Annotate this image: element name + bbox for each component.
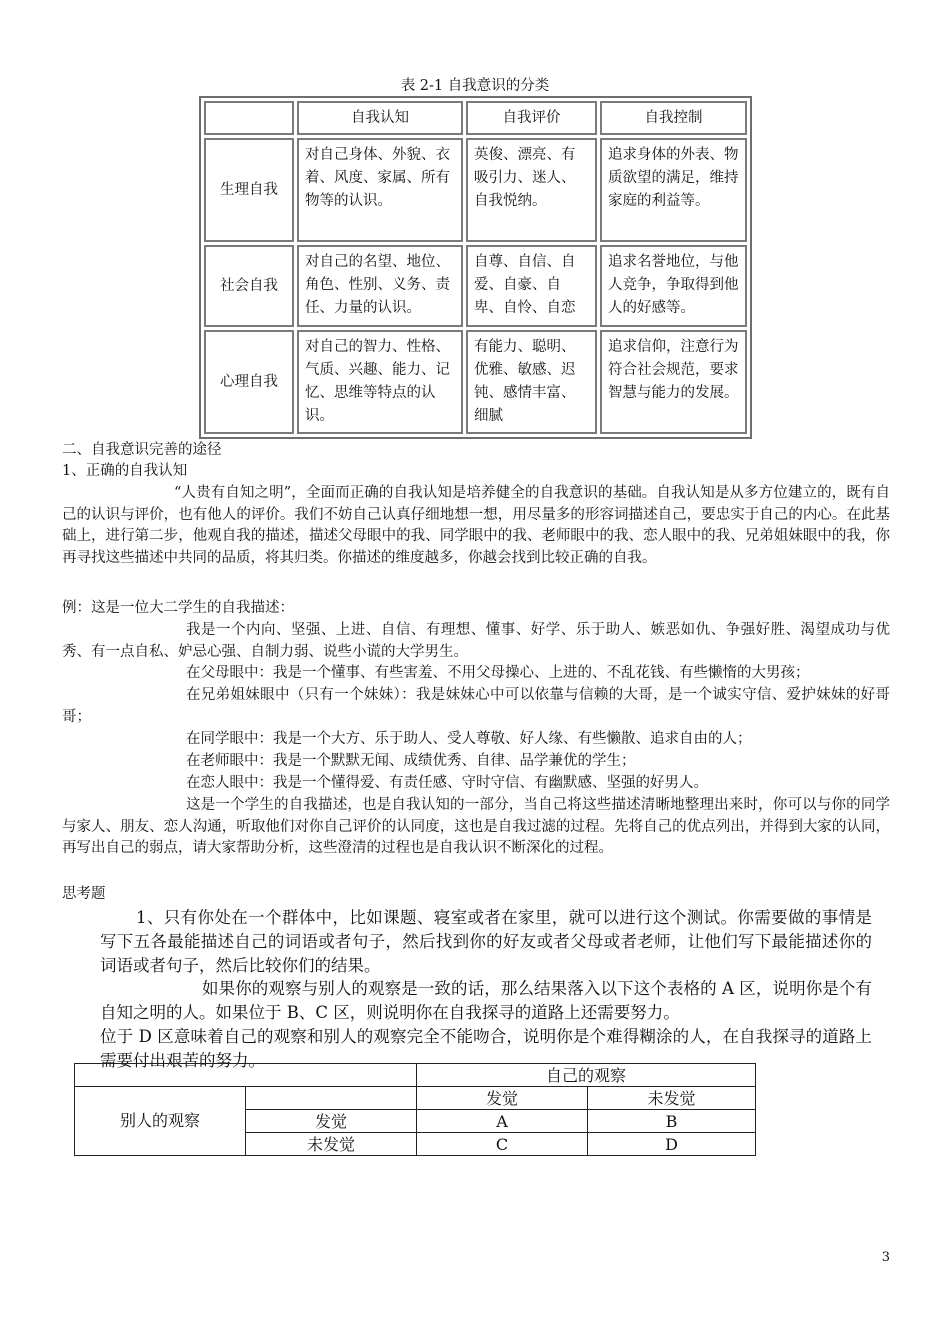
table-row [204,138,747,242]
table-cell: 自尊、自信、自爱、自豪、自卑、自怜、自恋 [466,245,597,327]
table-cell: 对自己的名望、地位、角色、性别、义务、责任、力量的认识。 [297,245,463,327]
zone-c: C [417,1133,588,1156]
others-observation-header: 别人的观察 [75,1087,246,1156]
table-cell: 追求身体的外表、物质欲望的满足，维持家庭的利益等。 [600,138,747,242]
intro-paragraph: “人贵有自知之明”，全面而正确的自我认知是培养健全的自我意识的基础。自我认知是从多方位建立的，既有自己的认识与评价，也有他人的评价。我们不妨自己认真仔细地想一想，用尽量多的形容词描述自己，要忠实于自己的内心。在此基础上，进行第二步，他观自我的描述，描述父母眼中的我、同学眼中的我、老师眼中的我、恋人眼中的我、兄弟姐妹眼中的我，你再寻找这些描述中共同的品质，将其归类。你描述的维度越多，你越会找到比较正确的自我。 [62,485,890,566]
question-explanation: 如果你的观察与别人的观察是一致的话，那么结果落入以下这个表格的 A 区，说明你是个有自知之明的人。如果位于 B、C 区，则说明你在自我探寻的道路上还需要努力。 [100,979,872,1022]
table-cell: 追求名誉地位，与他人竞争，争取得到他人的好感等。 [600,245,747,327]
example-label: 例：这是一位大二学生的自我描述： [62,600,294,616]
example-line: 在同学眼中：我是一个大方、乐于助人、受人尊敬、好人缘、有些懒散、追求自由的人； [186,731,752,747]
header-self-cognition: 自我认知 [297,101,463,135]
header-self-control: 自我控制 [600,101,747,135]
header-self-evaluation: 自我评价 [466,101,597,135]
row-not-noticed: 未发觉 [246,1133,417,1156]
zone-d: D [588,1133,756,1156]
section-heading: 二、自我意识完善的途径 [62,442,222,458]
table-cell: 对自己身体、外貌、衣着、风度、家属、所有物等的认识。 [297,138,463,242]
example-line: 在父母眼中：我是一个懂事、有些害羞、不用父母操心、上进的、不乱花钱、有些懒惰的大男孩； [186,665,810,681]
self-awareness-table [199,96,752,439]
section-subheading: 1、正确的自我认知 [62,463,188,479]
table-cell: 英俊、漂亮、有吸引力、迷人、自我悦纳。 [466,138,597,242]
thinking-title: 思考题 [62,886,106,902]
example-line: 在老师眼中：我是一个默默无闻、成绩优秀、自律、品学兼优的学生； [186,753,636,769]
table-cell: 有能力、聪明、优雅、敏感、迟钝、感情丰富、细腻 [466,330,597,434]
row-label: 社会自我 [204,245,294,327]
table-row [75,1064,756,1087]
table-header-row [204,101,747,135]
table-cell [75,1064,417,1087]
row-noticed: 发觉 [246,1110,417,1133]
table-cell [246,1087,417,1110]
table-row [204,245,747,327]
example-line: 在恋人眼中：我是一个懂得爱、有责任感、守时守信、有幽默感、坚强的好男人。 [186,775,708,791]
table-row [75,1087,756,1110]
row-label: 心理自我 [204,330,294,434]
header-empty [204,101,294,135]
zone-b: B [588,1110,756,1133]
table-caption: 表 2-1 自我意识的分类 [400,78,550,94]
question-explanation-d: 位于 D 区意味着自己的观察和别人的观察完全不能吻合，说明你是个难得糊涂的人，在自我探寻的道路上需要付出艰苦的努力。 [100,1027,872,1070]
conclusion-paragraph: 这是一个学生的自我描述，也是自我认知的一部分，当自己将这些描述清晰地整理出来时，你可以与你的同学与家人、朋友、恋人沟通，听取他们对你自己评价的认同度，这也是自我过滤的过程。先将自己的优点列出，并得到大家的认同，再写出自己的弱点，请大家帮助分析，这些澄清的过程也是自我认识不断深化的过程。 [62,797,890,856]
example-line: 在兄弟姐妹眼中（只有一个妹妹）：我是妹妹心中可以依靠与信赖的大哥，是一个诚实守信、爱护妹妹的好哥哥； [62,687,890,725]
example-line: 我是一个内向、坚强、上进、自信、有理想、懂事、好学、乐于助人、嫉恶如仇、争强好胜、渴望成功与优秀、有一点自私、妒忌心强、自制力弱、说些小谎的大学男生。 [62,622,890,660]
table-cell: 对自己的智力、性格、气质、兴趣、能力、记忆、思维等特点的认识。 [297,330,463,434]
question-1: 1、只有你处在一个群体中，比如课题、寝室或者在家里，就可以进行这个测试。你需要做的事情是写下五各最能描述自己的词语或者句子，然后找到你的好友或者父母或者老师，让他们写下最能描述你的词语或者句子，然后比较你们的结果。 [100,908,872,975]
page-number: 3 [881,1250,890,1265]
col-noticed: 发觉 [417,1087,588,1110]
col-not-noticed: 未发觉 [588,1087,756,1110]
self-observation-header: 自己的观察 [417,1064,756,1087]
zone-a: A [417,1110,588,1133]
observation-table [74,1063,756,1156]
table-row [204,330,747,434]
table-cell: 追求信仰，注意行为符合社会规范，要求智慧与能力的发展。 [600,330,747,434]
row-label: 生理自我 [204,138,294,242]
